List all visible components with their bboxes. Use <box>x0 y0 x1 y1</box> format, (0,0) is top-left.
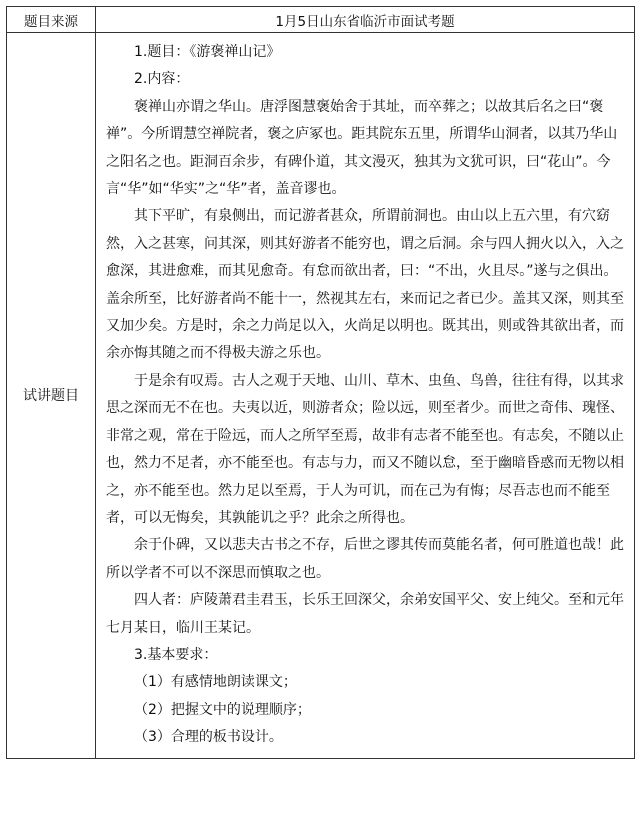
paragraph-4: 余于仆碑，又以悲夫古书之不存，后世之谬其传而莫能名者，何可胜道也哉！此所以学者不可以不深思而慎取之也。 <box>106 537 624 581</box>
trial-topic-label: 试讲题目 <box>7 33 96 759</box>
paragraph-2: 其下平旷，有泉侧出，而记游者甚众，所谓前洞也。由山以上五六里，有穴窈然，入之甚寒，问其深，则其好游者不能穷也，谓之后洞。余与四人拥火以入，入之愈深，其进愈难，而其见愈奇。有怠而欲出者，曰：“不出，火且尽。”遂与之俱出。盖余所至，比好游者尚不能十一，然视其左右，来而记之者已少。盖其又深，则其至又加少矣。方是时，余之力尚足以入，火尚足以明也。既其出，则或咎其欲出者，而余亦悔其随之而不得极夫游之乐也。 <box>106 208 624 362</box>
source-label: 题目来源 <box>7 7 96 33</box>
content-cell <box>96 33 635 759</box>
content-label: 2.内容： <box>134 71 190 88</box>
paragraph-5: 四人者：庐陵萧君圭君玉，长乐王回深父，余弟安国平父、安上纯父。至和元年七月某日，临川王某记。 <box>106 592 624 636</box>
paragraph-1: 褒禅山亦谓之华山。唐浮图慧褒始舍于其址，而卒葬之；以故其后名之曰“褒禅”。今所谓慧空禅院者，褒之庐冢也。距其院东五里，所谓华山洞者，以其乃华山之阳名之也。距洞百余步，有碑仆道，其文漫灭，独其为文犹可识，曰“花山”。今言“华”如“华实”之“华”者，盖音谬也。 <box>106 98 618 198</box>
paragraph-3: 于是余有叹焉。古人之观于天地、山川、草木、虫鱼、鸟兽，往往有得，以其求思之深而无不在也。夫夷以近，则游者众；险以远，则至者少。而世之奇伟、瑰怪、非常之观，常在于险远，而人之所罕至焉，故非有志者不能至也。有志矣，不随以止也，然力不足者，亦不能至也。有志与力，而又不随以怠，至于幽暗昏惑而无物以相之，亦不能至也。然力足以至焉，于人为可讥，而在己为有悔；尽吾志也而不能至者，可以无悔矣，其孰能讥之乎？此余之所得也。 <box>106 372 624 526</box>
exam-question-table <box>6 6 635 759</box>
title-line: 1.题目：《游褒禅山记》 <box>134 44 281 60</box>
requirement-2: （2）把握文中的说理顺序； <box>134 701 311 718</box>
requirements-label: 3.基本要求： <box>134 646 218 663</box>
source-value: 1月5日山东省临沂市面试考题 <box>96 7 635 33</box>
header-row <box>7 7 635 33</box>
requirement-1: （1）有感情地朗读课文； <box>134 674 297 691</box>
content-row <box>7 33 635 759</box>
requirement-3: （3）合理的板书设计。 <box>134 729 283 746</box>
